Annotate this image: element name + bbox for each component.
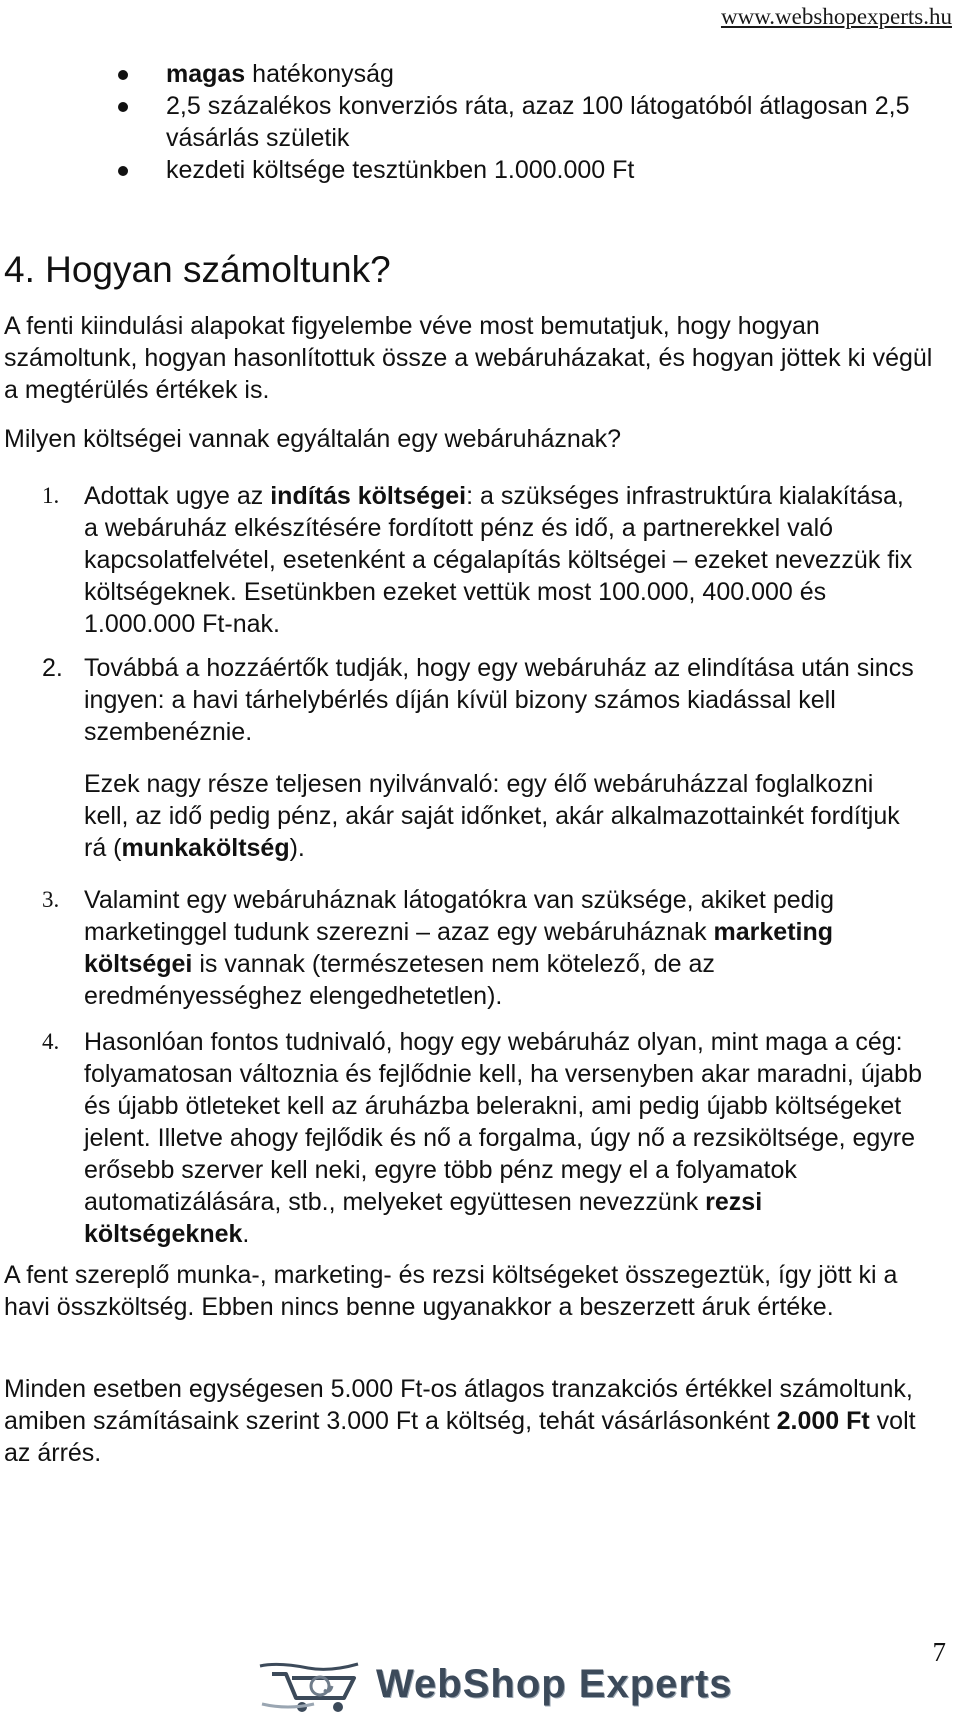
list-number: 3.: [42, 887, 60, 912]
webshop-cart-logo-icon: [258, 1660, 366, 1714]
bullet-text: kezdeti költsége tesztünkben 1.000.000 Ft: [166, 156, 635, 184]
list-item-text: Hasonlóan fontos tudnivaló, hogy egy webáruház olyan, mint maga a cég: folyamatosan változnia és fejlődnie kell, ha versenyben akar maradni, újabb és újabb ötleteket kell az áruházba belerakni, ami pedig újabb költségeket jelent. Illetve ahogy fejlődik és nő a forgalma, úgy nő a rezsiköltsége, egyre erősebb szerver kell neki, egyre több pénz megy el a folyamatok automatizálására, stb., melyeket együttesen nevezzünk rezsi költségeknek.: [84, 1028, 922, 1248]
header-url-link[interactable]: www.webshopexperts.hu: [720, 4, 952, 29]
intro-paragraph: A fenti kiindulási alapokat figyelembe véve most bemutatjuk, hogy hogyan számoltunk, hogyan hasonlítottuk össze a webáruházakat, és hogyan jöttek ki végül a megtérülés értékek is.: [4, 312, 933, 404]
list-item-text: Adottak ugye az indítás költségei: a szükséges infrastruktúra kialakítása, a webáruház elkészítésére fordított pénz és idő, a partnerekkel való kapcsolatfelvétel, esetenként a cégalapítás költségei – ezeket nevezzük fix költségeknek. Esetünkben ezeket vettük most 100.000, 400.000 és 1.000.000 Ft-nak.: [84, 482, 913, 638]
bullet-dot-icon: [118, 102, 128, 112]
list-item: [118, 58, 938, 90]
bold-term: rezsi költségeknek: [84, 1188, 763, 1248]
bold-term: indítás költségei: [270, 482, 467, 510]
list-item: [118, 90, 938, 154]
final-paragraph: Minden esetben egységesen 5.000 Ft-os átlagos tranzakciós értékkel számoltunk, amiben számításaink szerint 3.000 Ft a költség, tehát vásárlásonként 2.000 Ft volt az árrés.: [4, 1375, 916, 1467]
bullet-text: hatékonyság: [245, 60, 394, 88]
feature-bullet-list: [118, 58, 938, 186]
list-number: 2.: [42, 654, 63, 682]
question-paragraph: Milyen költségei vannak egyáltalán egy webáruháznak?: [4, 425, 622, 453]
list-number: 1.: [42, 483, 60, 508]
bullet-dot-icon: [118, 70, 128, 80]
bullet-text: 2,5 százalékos konverziós ráta, azaz 100 látogatóból átlagosan 2,5 vásárlás születik: [166, 92, 910, 152]
bullet-bold-text: magas: [166, 60, 246, 88]
bold-term: 2.000 Ft: [776, 1407, 870, 1435]
footer-logo: [258, 1658, 733, 1716]
page-number: 7: [932, 1637, 946, 1667]
bold-term: marketing költségei: [84, 918, 834, 978]
list-number: 4.: [42, 1029, 60, 1054]
list-item: [118, 154, 938, 186]
summary-paragraph: A fent szereplő munka-, marketing- és rezsi költségeket összegeztük, így jött ki a havi összköltség. Ebben nincs benne ugyanakkor a beszerzett áruk értéke.: [4, 1261, 898, 1321]
bullet-dot-icon: [118, 166, 128, 176]
section-heading: 4. Hogyan számoltunk?: [4, 249, 391, 290]
bold-term: munkaköltség: [121, 834, 290, 862]
list-item-text: Továbbá a hozzáértők tudják, hogy egy webáruház az elindítása után sincs ingyen: a havi tárhelybérlés díján kívül bizony számos kiadással kell szembenéznie.: [84, 654, 914, 746]
list-item-subparagraph: Ezek nagy része teljesen nyilvánvaló: egy élő webáruházzal foglalkozni kell, az idő pedig pénz, akár saját időnket, akár alkalmazottainkét fordítjuk rá (munkaköltség).: [84, 770, 900, 862]
logo-text: WebShop Experts: [376, 1662, 733, 1706]
list-item-text: Valamint egy webáruháznak látogatókra van szüksége, akiket pedig marketinggel tudunk szerezni – azaz egy webáruháznak marketing költségei is vannak (természetesen nem kötelező, de az eredményességhez elengedhetetlen).: [84, 886, 834, 1010]
